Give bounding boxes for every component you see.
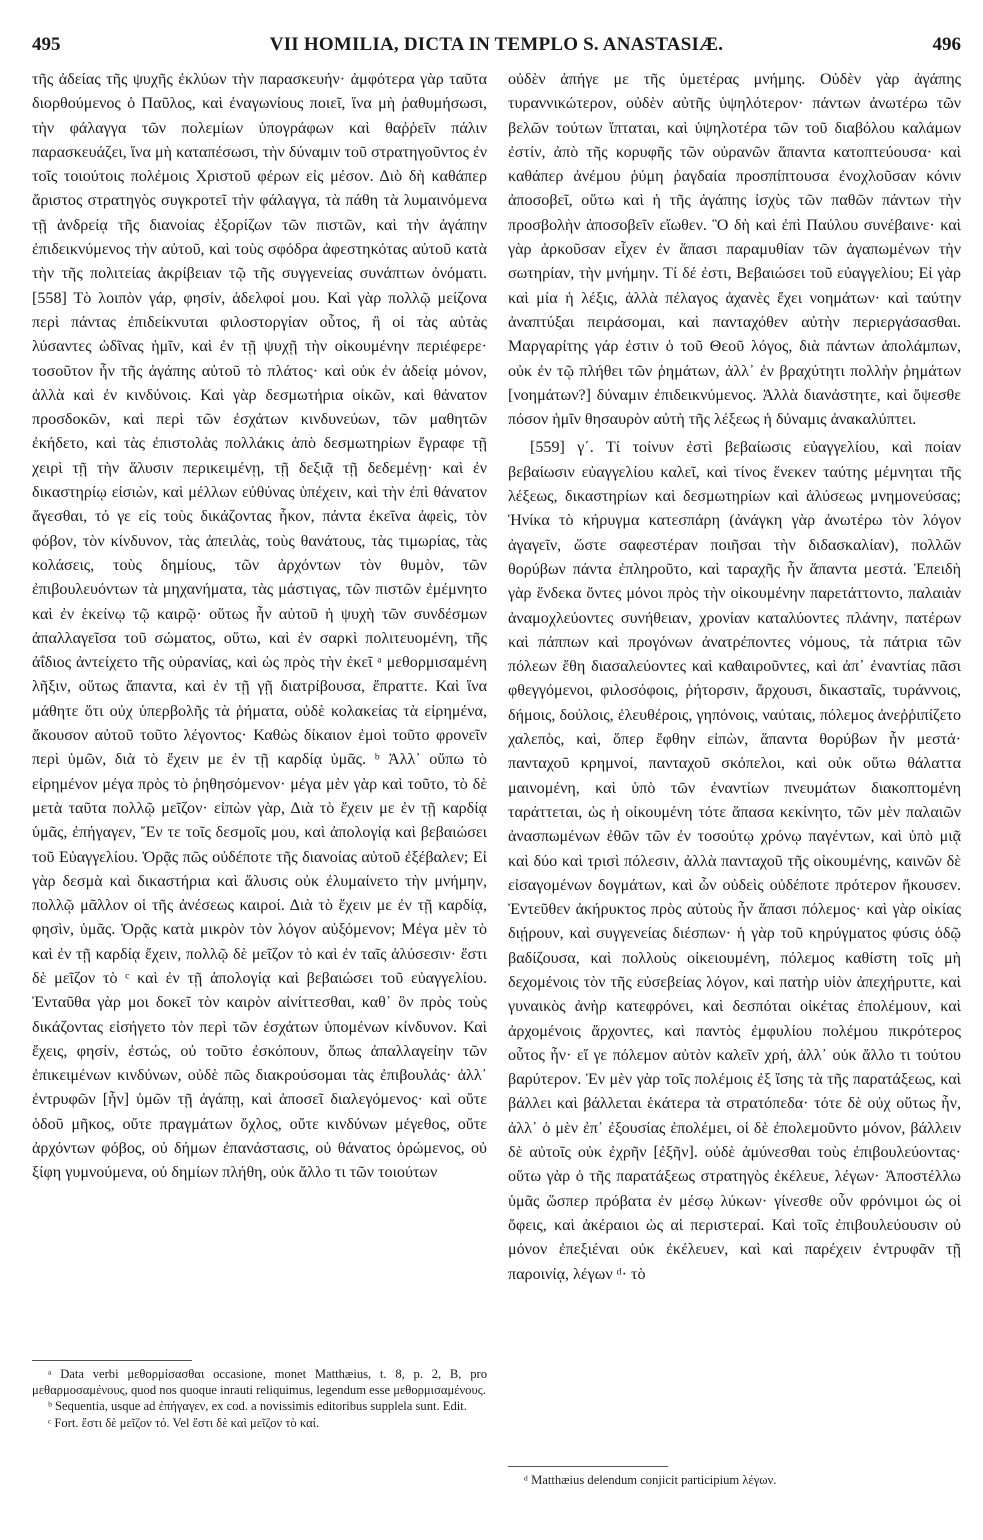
running-title: VII HOMILIA, DICTA IN TEMPLO S. ANASTASIÆ.: [269, 34, 724, 55]
running-header: [32, 30, 961, 60]
page-number-right: 496: [932, 34, 961, 55]
left-column: [32, 68, 487, 1186]
footnotes-right: [508, 1472, 961, 1488]
footnote: ᵇ Sequentia, usque ad ἐπήγαγεν, ex cod. a novissimis editoribus supplela sunt. Edit.: [48, 1399, 467, 1414]
left-column-paragraph: τῆς ἀδείας τῆς ψυχῆς ἐκλύων τὴν παρασκευήν· ἀμφότερα γὰρ ταῦτα διορθούμενος ὁ Παῦλος, καὶ ἐναγωνίους ποιεῖ, ἵνα μὴ ῥαθυμήσωσι, τὴν φάλαγγα τῶν πολεμίων ὑπογράφων καὶ θαῤῥεῖν πάλιν παρασκευάζει, ἵνα μὴ καταπέσωσι, τὴν δύναμιν τοῦ στρατηγοῦντος ἐν τοῖς τοιούτοις πολέμοις Χριστοῦ φέρων εἰς μέσον. Διὸ δὴ καθάπερ ἄριστος στρατηγὸς συγκροτεῖ τὴν φάλαγγα, τὰ πάθη τὰ λυμαινόμενα τῇ ἀνδρείᾳ τῆς διανοίας ἐξορίζων τῶν πιστῶν, καὶ τὴν ἀγάπην ἐπιδεικνύμενος τὴν αὐτοῦ, καὶ τοὺς σφόδρα ἀφεστηκότας αὐτοῦ κατὰ τὴν τῆς πολιτείας ἀκρίβειαν τῷ τῆς συγγενείας συνάπτων ὀνόματι. [558] Τὸ λοιπὸν γάρ, φησίν, ἀδελφοί μου. Καὶ γὰρ πολλῷ μείζονα περὶ πάντας ἐπιδείκνυται φιλοστοργίαν οὗτος, ἢ οἱ τὰς αὐτὰς λύσαντες ὠδῖνας ἡμῖν, καὶ ἐν τῇ ψυχῇ τὴν οἰκουμένην περιέφερε· τοσοῦτον ἦν τῆς ἀγάπης αὐτοῦ τὸ πλάτος· καὶ οὐκ ἐν ἀδείᾳ μόνον, ἀλλὰ καὶ ἐν κινδύνοις. Καὶ γὰρ δεσμωτήρια οἰκῶν, καὶ θάνατον προσδοκῶν, καὶ περὶ τῶν ἐσχάτων κινδυνεύων, τῶν μαθητῶν ἐκήδετο, καὶ τὰς ἐπιστολὰς πολλάκις ἀπὸ δεσμωτηρίων ἔγραφε τῇ χειρὶ τῇ τὴν ἅλυσιν περικειμένῃ, τῇ δεξιᾷ τῇ δεδεμένῃ· καὶ ἐν δικαστηρίῳ εἰσιὼν, καὶ μέλλων εὐθύνας ὑπέχειν, καὶ τὴν ἐπὶ θάνατον ἄγεσθαι, τό γε εἰς τοὺς δικάζοντας ἧκον, πάντα ἐκεῖνα ἀφεὶς, τὸν φόβον, τὸν κίνδυνον, τὰς ἀπειλὰς, τοὺς θανάτους, τὰς τιμωρίας, τὰς κολάσεις, τοὺς δημίους, τῶν ἀρχόντων τὸν θυμὸν, τῶν ἐπιβουλευόντων τὰ μηχανήματα, τὰς μάστιγας, τῶν πιστῶν ἐμέμνητο καὶ ἐν ἑκείνῳ τῷ καιρῷ· οὕτως ἦν αὐτοῦ ἡ ψυχὴ τῶν συνδέσμων ἀπαλλαγεῖσα τοῦ σώματος, οὕτω, καὶ ἐν σαρκὶ πολιτευομένη, τῆς ἀΐδιος ἀντείχετο τῆς οὐρανίας, καὶ ὡς πρὸς τὴν ἐκεῖ ᵃ μεθορμισαμένη λῆξιν, οὕτως ἅπαντα, καὶ ἐν τῇ γῇ διατρίβουσα, ἔπραττε. Καὶ ἵνα μάθητε ὅτι οὐχ ὑπερβολῆς τὰ ῥήματα, οὐδὲ κολακείας τὰ εἰρημένα, ἄκουσον αὐτοῦ τοῦτο λέγοντος· Καθὼς δίκαιον ἐμοὶ τοῦτο φρονεῖν περὶ ὑμῶν, διὰ τὸ ἔχειν με ἐν τῇ καρδίᾳ ὑμᾶς. ᵇ Ἀλλ᾽ οὔπω τὸ εἰρημένον μέγα πρὸς τὸ ῥηθησόμενον· μέγα μὲν γὰρ καὶ τοῦτο, τὸ δὲ μετὰ ταῦτα πολλῷ μεῖζον· εἰπὼν γὰρ, Διὰ τὸ ἔχειν με ἐν τῇ καρδίᾳ ὑμᾶς, ἐπήγαγεν, Ἔν τε τοῖς δεσμοῖς μου, καὶ ἀπολογίᾳ καὶ βεβαιώσει τοῦ Εὐαγγελίου. Ὁρᾷς πῶς οὐδέποτε τῆς διανοίας αὐτοῦ ἐξέβαλεν; Εἰ γὰρ δεσμὰ καὶ δικαστήρια καὶ ἅλυσις οὐκ ἐλυμαίνετο τὴν μνήμην, πολλῷ μᾶλλον οἱ τῆς ἀνέσεως καιροί. Διὰ τὸ ἔχειν με ἐν τῇ καρδίᾳ, φησὶν, ὑμᾶς. Ὁρᾷς κατὰ μικρὸν τὸν λόγον αὐξόμενον; Μέγα μὲν τὸ καὶ ἐν τῇ καρδίᾳ ἔχειν, πολλῷ δὲ μεῖζον τὸ καὶ ἐν ταῖς ἁλύσεσιν· ἔστι δὲ μεῖζον τὸ ᶜ καὶ ἐν τῇ ἀπολογίᾳ καὶ βεβαιώσει τοῦ εὐαγγελίου. Ἐνταῦθα γὰρ μοι δοκεῖ τὸν καιρὸν αἰνίττεσθαι, καθ᾽ ὃν πρὸς τοὺς δικάζοντας εἰσήγετο τὸν περὶ τῶν ἐσχάτων ὑπομένων κίνδυνον. Καὶ ἔχεις, φησίν, ἐστώς, οὐ τοῦτο ἐσκόπουν, ὅπως ἀπαλλαγείην τῶν ἐπικειμένων κινδύνων, οὐδὲ πῶς διακρούσομαι τὰς ἐπιβουλάς· ἀλλ᾽ ἐντρυφῶν [ἦν] ὑμῶν τῇ ἀγάπῃ, καὶ ἀποσεῖ διαλεγόμενος· καὶ οὔτε ὁδοῦ μῆκος, οὔτε πραγμάτων ὄχλος, οὔτε κινδύνων μέγεθος, οὔτε ἀρχόντων φόβος, οὐ δήμων ἐπανάστασις, οὐ θάνατος ὁρώμενος, οὐ ξίφη γυμνούμενα, οὐ δημίων πλήθη, οὐκ ἄλλο τι τῶν τοιούτων: [32, 71, 487, 1182]
footnote: ᵃ Data verbi μεθορμίσασθαι occasione, monet Matthæius, t. 8, p. 2, B, pro μεθαρμοσαμένους, quod nos quoque inrauti reliquimus, legendum esse μεθορμισαμένους.: [32, 1367, 487, 1398]
right-column-paragraph: οὐδὲν ἀπήγε με τῆς ὑμετέρας μνήμης. Οὐδὲν γὰρ ἀγάπης τυραννικώτερον, οὐδὲν αὐτῆς ὑψηλότερον· πάντων ἀνωτέρω τῶν βελῶν τούτων ἵπταται, καὶ ὑψηλοτέρα τῶν τοῦ διαβόλου καλάμων ἐστίν, ἀπὸ τῆς κορυφῆς τῶν οὐρανῶν ἅπαντα κατοπτεύουσα· καὶ καθάπερ ἀνέμου ῥύμη ῥαγδαία προσπίπτουσα ἐνοχλοῦσαν κόνιν ἀποσοβεῖ, οὕτω καὶ ἡ τῆς ἀγάπης ἰσχὺς τῶν παθῶν πάντων τὴν προσβολὴν ἀποσοβεῖν εἴωθεν. Ὃ δὴ καὶ ἐπὶ Παύλου συνέβαινε· καὶ γὰρ ἀρκοῦσαν εἶχεν ἐν ἅπασι παραμυθίαν τῶν ἀγαπωμένων τὴν σωτηρίαν, τὴν μνήμην. Τί δέ ἐστι, Βεβαιώσει τοῦ εὐαγγελίου; Εἰ γὰρ καὶ μία ἡ λέξις, ἀλλὰ πέλαγος ἀχανὲς ἔχει νοημάτων· καὶ ταύτην ἀναπτύξαι πειράσομαι, καὶ πανταχόθεν αὐτὴν περιεργάσασθαι. Μαργαρίτης γάρ ἐστιν ὁ τοῦ Θεοῦ λόγος, διὰ πάντων ἀπολάμπων, οὐκ ἐν τῷ πλήθει τῶν ῥημάτων, ἀλλ᾽ ἐν βραχύτητι πολλὴν ῥημάτων [νοημάτων?] δύναμιν ἐπιδεικνύμενος. Ἀλλὰ διανάστητε, καὶ ὄψεσθε πόσον ἡμῖν θησαυρὸν αὐτὴ τῆς λέξεως ἡ δύναμις ἀνακαλύπτει.: [508, 71, 961, 429]
footnote: ᶜ Fort. ἔστι δὲ μεῖζον τό. Vel ἔστι δὲ καὶ μεῖζον τὸ καί.: [48, 1415, 320, 1430]
footnote: ᵈ Matthæius delendum conjicit participium λέγων.: [524, 1473, 777, 1487]
footnote-divider: [508, 1466, 668, 1467]
right-column-paragraph: [559] γ΄. Τί τοίνυν ἐστὶ βεβαίωσις εὐαγγελίου, καὶ ποίαν βεβαίωσιν εὐαγγελίου καλεῖ, καὶ τίνος ἕνεκεν ταύτης μέμνηται τῆς λέξεως, δικαστηρίων καὶ δεσμωτηρίων καὶ ἁλύσεως μνημονεύσας; Ἡνίκα τὸ κήρυγμα κατεσπάρη (ἀνάγκη γὰρ ἀνωτέρω τὸν λόγον ἀγαγεῖν, ὥστε σαφεστέραν ποιῆσαι τὴν διδασκαλίαν), πολλῶν θορύβων πάντα ἐπληροῦτο, καὶ ταραχῆς ἦν ἅπαντα μεστά. Ἐπειδὴ γὰρ ἕνδεκα ὄντες μόνοι πρὸς τὴν οἰκουμένην παρετάττοντο, παλαιὰν ἀναμοχλεύοντες συνήθειαν, χρονίαν καταλύοντες πλάνην, πατέρων καὶ πάππων καὶ προγόνων ἀνατρέποντες νόμους, τὰ πάτρια τῶν πόλεων ἔθη διασαλεύοντες καὶ καθαιροῦντες, καὶ ἀπ᾽ ἐναντίας πᾶσι φθεγγόμενοι, φιλοσόφοις, ῥήτορσιν, ἄρχουσι, δικασταῖς, τυράννοις, δήμοις, δούλοις, ἐλευθέροις, γηπόνοις, ναύταις, πόλεμος ἀνεῤῥιπίζετο χαλεπὸς, καὶ, ὅπερ ἔφθην εἰπὼν, ἅπαντα θορύβων ἦν μεστά· πανταχοῦ κρημνοί, πανταχοῦ σκόπελοι, καὶ οὐκ οὕτω θάλαττα μαινομένη, καὶ ὑπὸ τῶν ἐναντίων πνευμάτων διακοπτομένη ταράττεται, ὡς ἡ οἰκουμένη τότε ἅπασα κεκίνητο, τῶν μὲν παλαιῶν ἀνασπωμένων ἐθῶν τῶν ἐν τοσούτῳ χρόνῳ παγέντων, καὶ ὑπὸ μιᾷ καὶ δύο καὶ τρισὶ πόλεσιν, ἀλλὰ πανταχοῦ τῆς οἰκουμένης, καινῶν δὲ εἰσαγομένων δογμάτων, καὶ ὧν οὐδεὶς οὐδέποτε πρότερον ἤκουσεν. Ἐντεῦθεν ἀκήρυκτος πρὸς αὐτοὺς ἦν ἅπασι πόλεμος· καὶ γὰρ οἰκίας διῄρουν, καὶ συγγενείας διέσπων· ἡ γὰρ τοῦ κηρύγματος φύσις ὁδῷ βαδίζουσα, καὶ πολλοὺς οἰκειουμένη, πόλεμος καθίστη τοῖς μὴ δεχομένοις τὸν τῆς εὐσεβείας λόγον, καὶ πατὴρ υἱὸν ἀπεχήρυττε, καὶ γυναικὸς ἀνὴρ κατεφρόνει, καὶ δεσπόται οἰκέτας ἐπολέμουν, καὶ ἀρχομένοις ἄρχοντες, καὶ παντὸς ἐμφυλίου πολέμου πικρότερος οὗτος ἦν· εἴ γε πόλεμον αὐτὸν καλεῖν χρή, ἀλλ᾽ οὐκ ἄλλο τι τούτου βαρύτερον. Ἐν μὲν γὰρ τοῖς πολέμοις ἐξ ἴσης τὰ τῆς παρατάξεως, καὶ βάλλει καὶ βάλλεται ἑκάτερα τὰ στρατόπεδα· τότε δὲ οὐχ οὕτως ἦν, ἀλλ᾽ ὁ μὲν ἐπ᾽ ἐξουσίας ἐπολέμει, οἱ δὲ ἐπολεμοῦντο μόνον, βάλλειν δὲ αὐτοῖς οὐκ ἐχρῆν [ἐξῆν]. οὐδὲ ἀμύνεσθαι τοὺς ἐπιβουλεύοντας· οὕτω γὰρ ὁ τῆς παρατάξεως στρατηγὸς ἐκέλευε, λέγων· Ἀποστέλλω ὑμᾶς ὥσπερ πρόβατα ἐν μέσῳ λύκων· γίνεσθε οὖν φρόνιμοι ὡς οἱ ὄφεις, καὶ ἀκέραιοι ὡς αἱ περιστεραί. Καὶ τοῖς ἐπιβουλεύουσιν οὐ μόνον ἐπεξιέναι οὐκ ἐκέλευεν, καὶ καὶ παρέχειν ἐντρυφᾶν τῇ παροινίᾳ, λέγων ᵈ· τὸ: [508, 439, 961, 1283]
footnotes-left: [32, 1366, 487, 1431]
footnote-divider: [32, 1360, 192, 1361]
right-column: [508, 68, 961, 1287]
page-number-left: 495: [32, 34, 61, 55]
